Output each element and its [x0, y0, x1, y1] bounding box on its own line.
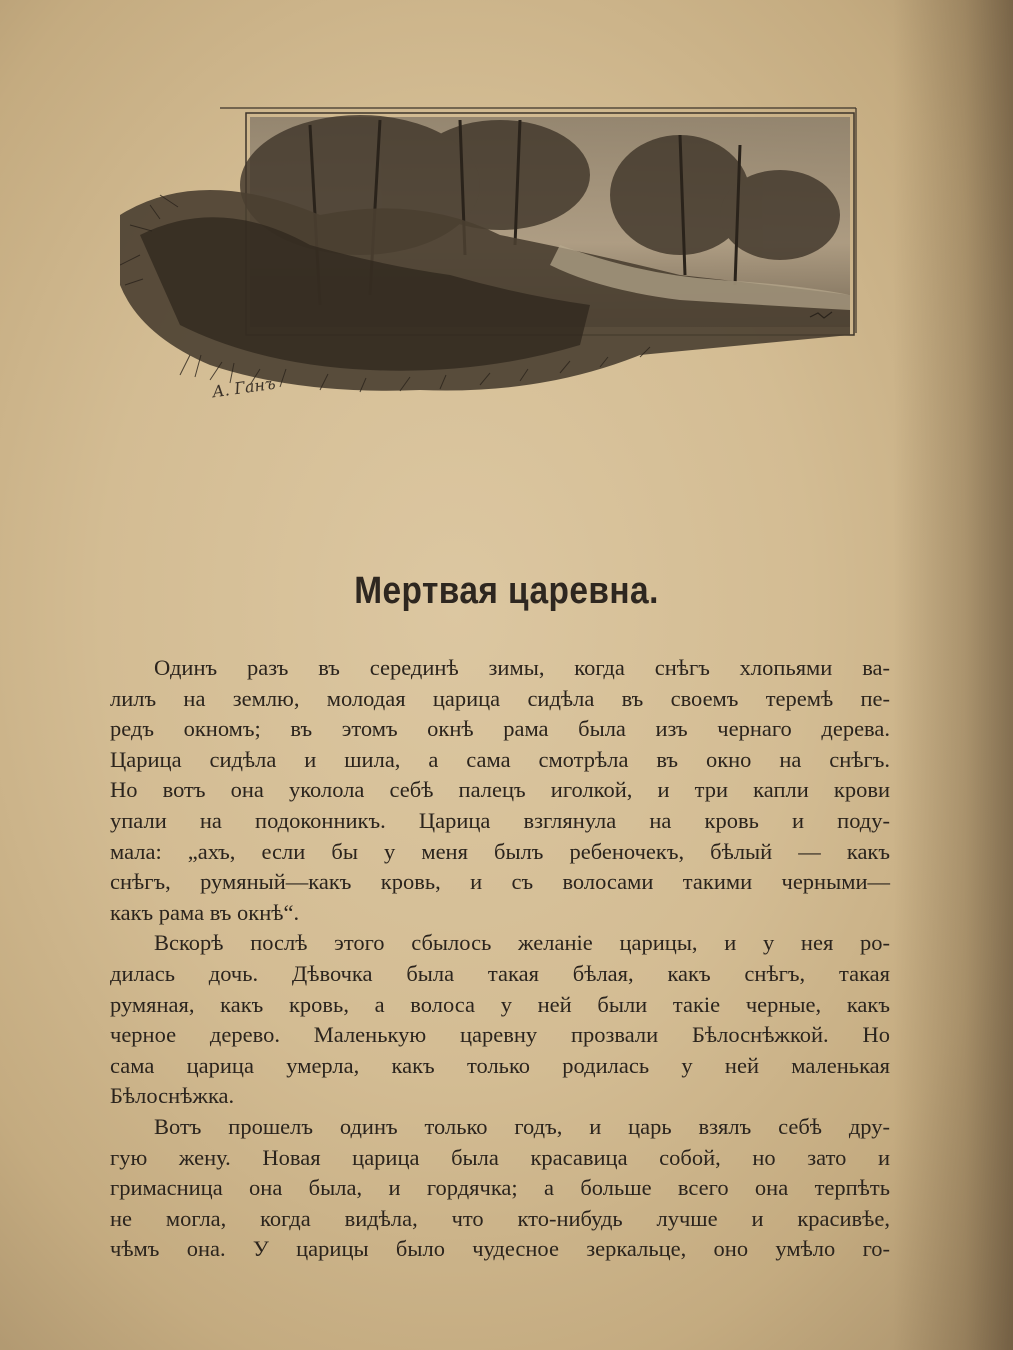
text-line: редъ окномъ; въ этомъ окнѣ рама была изъ чернаго дерева.	[110, 716, 890, 742]
artist-signature: А. Ганъ	[210, 373, 277, 402]
text-line: Бѣлоснѣжка.	[110, 1083, 235, 1109]
text-line: Царица сидѣла и шила, а сама смотрѣла въ окно на снѣгъ.	[110, 746, 890, 772]
text-line: какъ рама въ окнѣ“.	[110, 899, 300, 925]
text-line: гую жену. Новая царица была красавица собой, но зато и	[110, 1144, 890, 1170]
text-line: снѣгъ, румяный—какъ кровь, и съ волосами такими черными—	[110, 869, 890, 895]
text-line: черное дерево. Маленькую царевну прозвали Бѣлоснѣжкой. Но	[110, 1022, 890, 1048]
text-line: Одинъ разъ въ серединѣ зимы, когда снѣгъ хлопьями ва-	[154, 655, 890, 680]
text-line: Вскорѣ послѣ этого сбылось желанiе царицы, и у нея ро-	[154, 930, 890, 956]
text-line: мала: „ахъ, если бы у меня былъ ребеночекъ, бѣлый — какъ	[110, 838, 890, 864]
text-line: чѣмъ она. У царицы было чудесное зеркальце, оно умѣло го-	[110, 1236, 890, 1262]
text-line: не могла, когда видѣла, что кто-нибудь лучше и красивѣе,	[110, 1205, 890, 1231]
text-line: Но вотъ она уколола себѣ палецъ иголкой, и три капли крови	[110, 777, 890, 803]
text-line: упали на подоконникъ. Царица взглянула на кровь и поду-	[110, 807, 890, 833]
text-line: Вотъ прошелъ одинъ только годъ, и царь взялъ себѣ дру-	[154, 1113, 890, 1139]
landscape-engraving-icon	[120, 105, 860, 415]
landscape-illustration	[120, 105, 860, 415]
text-line: сама царица умерла, какъ только родилась у ней маленькая	[110, 1052, 890, 1078]
text-line: румяная, какъ кровь, а волоса у ней были такiе черные, какъ	[110, 991, 890, 1017]
text-line: дилась дочь. Дѣвочка была такая бѣлая, какъ снѣгъ, такая	[110, 960, 890, 986]
text-line: гримасница она была, и гордячка; а больше всего она терпѣть	[110, 1175, 890, 1201]
story-text	[110, 653, 890, 1265]
page-title: Мертвая царевна.	[354, 570, 659, 612]
text-line: лилъ на землю, молодая царица сидѣла въ своемъ теремѣ пе-	[110, 685, 890, 711]
